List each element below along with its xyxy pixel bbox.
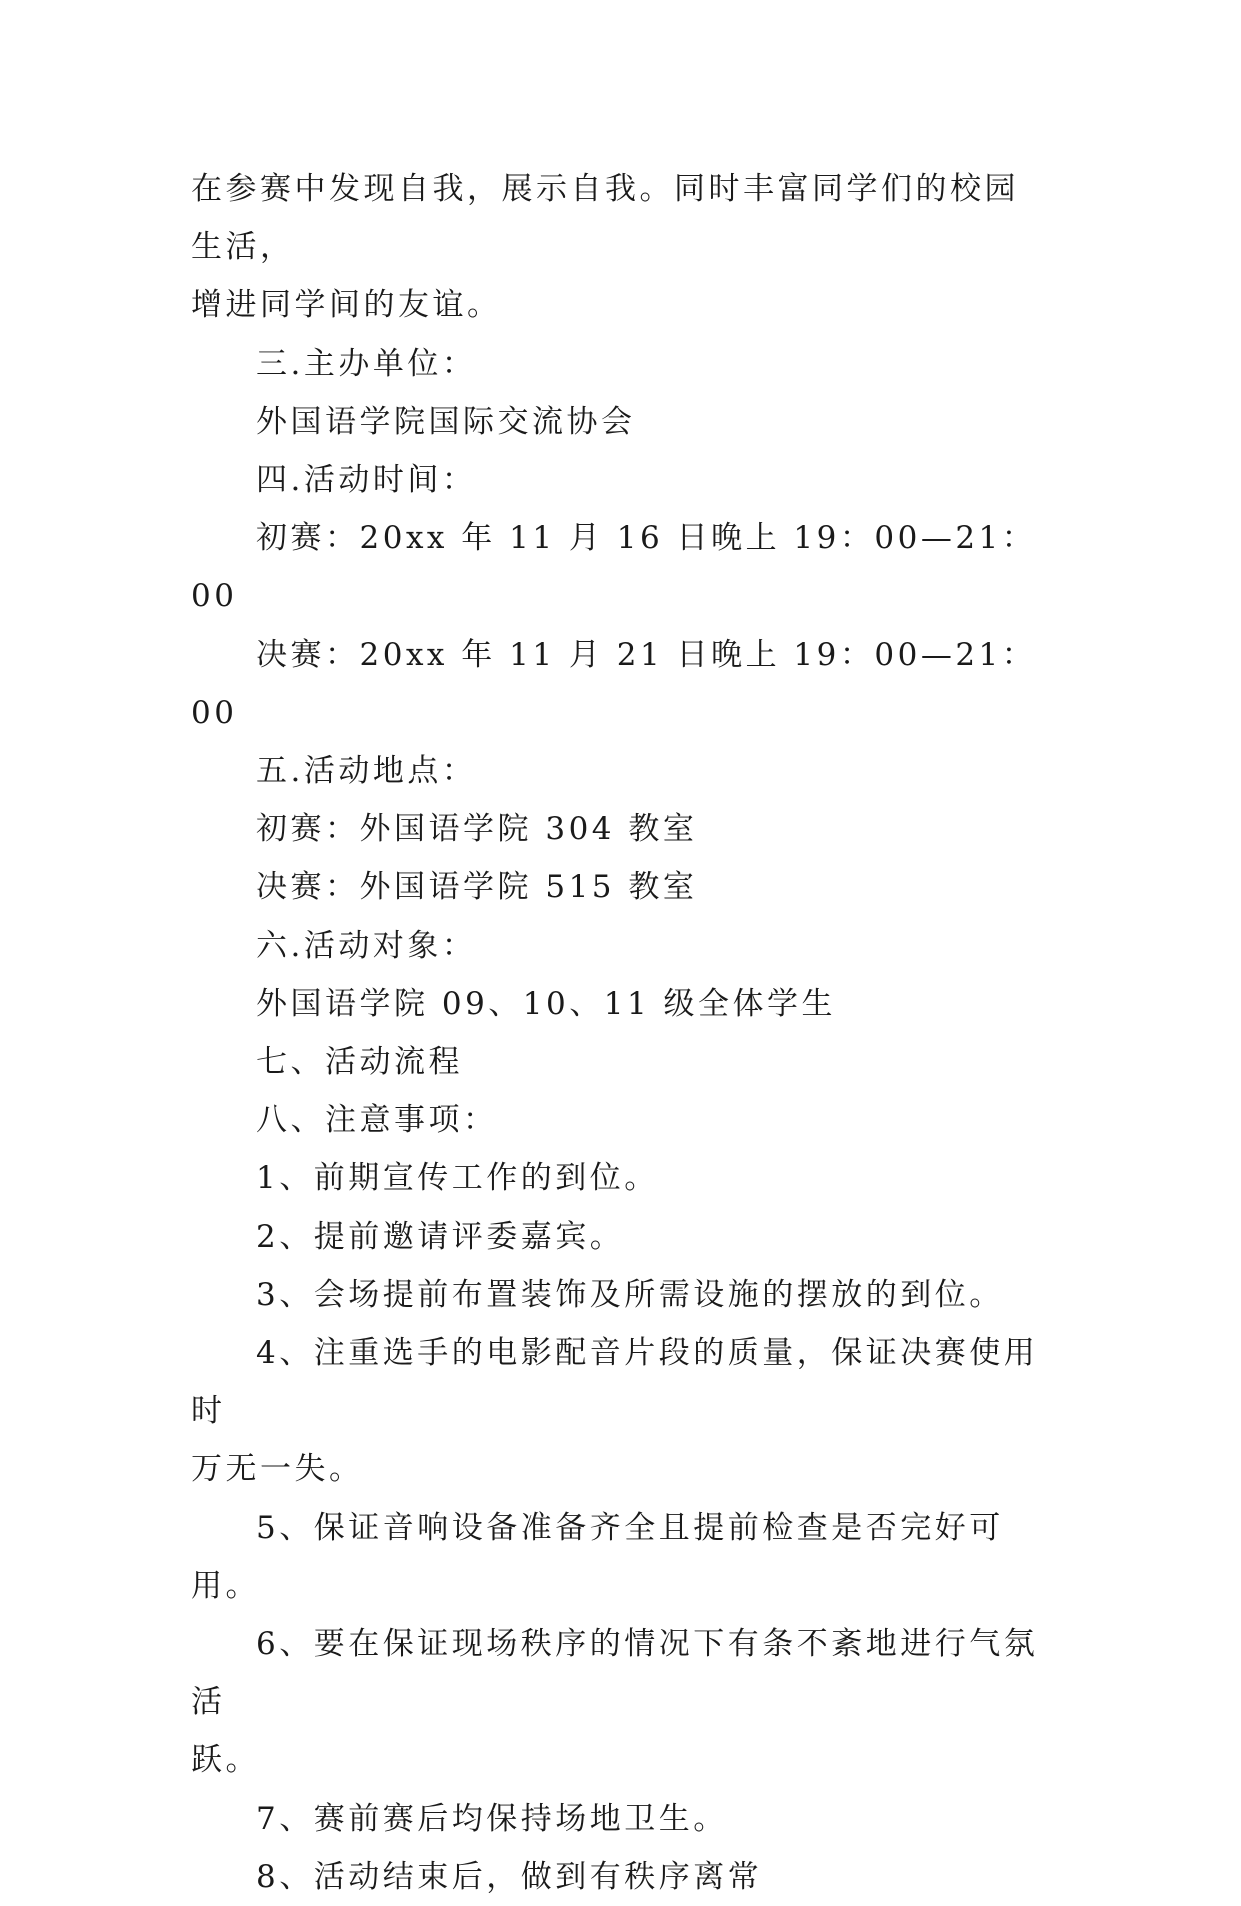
list-item: 3、会场提前布置装饰及所需设施的摆放的到位。 bbox=[256, 1276, 1004, 1313]
list-item: 1、前期宣传工作的到位。 bbox=[256, 1160, 659, 1197]
paragraph-line: 外国语学院 09、10、11 级全体学生 bbox=[256, 985, 837, 1022]
section-heading: 七、活动流程 bbox=[256, 1044, 463, 1081]
list-item: 7、赛前赛后均保持场地卫生。 bbox=[256, 1800, 728, 1837]
list-item: 5、保证音响设备准备齐全且提前检查是否完好可用。 bbox=[191, 1509, 1004, 1604]
list-item: 6、要在保证现场秩序的情况下有条不紊地进行气氛活 bbox=[191, 1626, 1039, 1721]
section-heading: 五.活动地点： bbox=[256, 753, 477, 790]
paragraph-line: 在参赛中发现自我，展示自我。同时丰富同学们的校园生活， bbox=[191, 171, 1019, 266]
paragraph-line: 决赛：外国语学院 515 教室 bbox=[256, 869, 698, 906]
paragraph-line: 增进同学间的友谊。 bbox=[191, 287, 502, 324]
paragraph-line: 初赛：外国语学院 304 教室 bbox=[256, 811, 698, 848]
paragraph-line: 初赛：20xx 年 11 月 16 日晚上 19：00—21：00 bbox=[191, 520, 1037, 615]
list-item: 2、提前邀请评委嘉宾。 bbox=[256, 1218, 625, 1255]
paragraph-line: 决赛：20xx 年 11 月 21 日晚上 19：00—21：00 bbox=[191, 636, 1037, 731]
section-heading: 八、注意事项： bbox=[256, 1102, 498, 1139]
list-item-continuation: 万无一失。 bbox=[191, 1451, 364, 1488]
list-item: 4、注重选手的电影配音片段的质量，保证决赛使用时 bbox=[191, 1335, 1039, 1430]
section-heading: 四.活动时间： bbox=[256, 462, 477, 499]
document-body bbox=[191, 160, 1051, 1906]
section-heading: 三.主办单位： bbox=[256, 345, 477, 382]
list-item-continuation: 跃。 bbox=[191, 1742, 260, 1779]
section-heading: 六.活动对象： bbox=[256, 927, 477, 964]
paragraph-line: 外国语学院国际交流协会 bbox=[256, 403, 636, 440]
list-item: 8、活动结束后，做到有秩序离常 bbox=[256, 1858, 763, 1895]
